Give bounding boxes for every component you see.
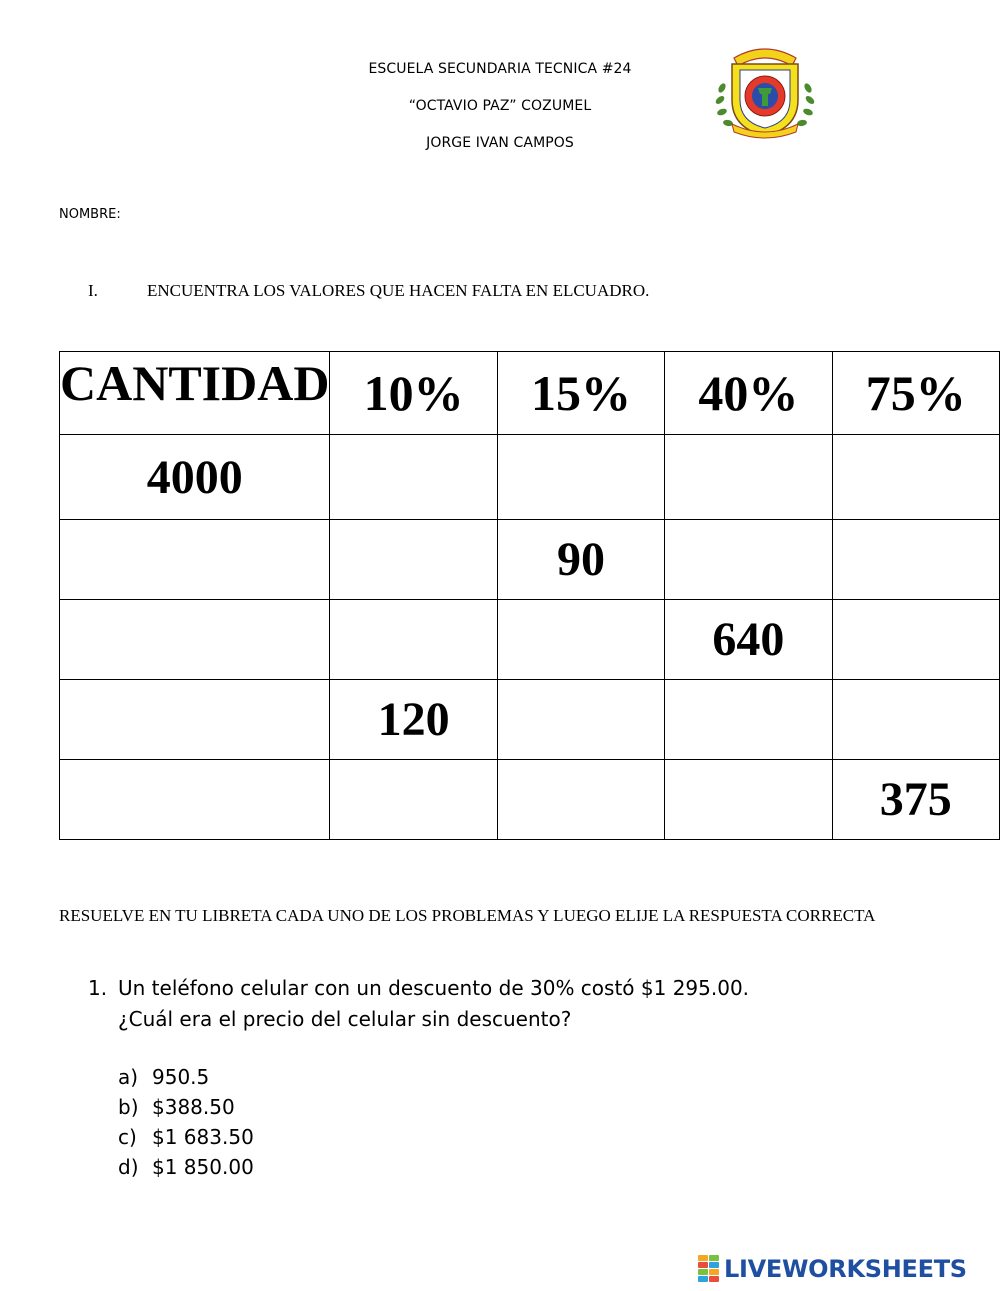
option-text: $1 683.50 — [152, 1125, 254, 1149]
answer-cell[interactable] — [497, 760, 664, 840]
answer-cell[interactable] — [832, 680, 999, 760]
option-c[interactable] — [118, 1125, 254, 1149]
header-15-percent: 15% — [497, 352, 664, 435]
option-text: $388.50 — [152, 1095, 235, 1119]
answer-cell[interactable] — [60, 680, 330, 760]
table-row — [60, 760, 1000, 840]
table-cell: 90 — [497, 520, 664, 600]
option-d[interactable] — [118, 1155, 254, 1179]
option-letter: a) — [118, 1065, 139, 1089]
answer-cell[interactable] — [665, 680, 832, 760]
answer-cell[interactable] — [60, 600, 330, 680]
option-letter: b) — [118, 1095, 139, 1119]
header-75-percent: 75% — [832, 352, 999, 435]
table-row — [60, 520, 1000, 600]
header-cantidad: CANTIDAD — [60, 352, 330, 435]
option-text: 950.5 — [152, 1065, 210, 1089]
answer-cell[interactable] — [330, 760, 497, 840]
percentage-table — [59, 351, 1000, 840]
liveworksheets-logo-text: LIVEWORKSHEETS — [724, 1255, 967, 1283]
table-header-row — [60, 352, 1000, 435]
answer-cell[interactable] — [665, 520, 832, 600]
header-40-percent: 40% — [665, 352, 832, 435]
header-10-percent: 10% — [330, 352, 497, 435]
option-b[interactable] — [118, 1095, 235, 1119]
answer-cell[interactable] — [832, 520, 999, 600]
option-a[interactable] — [118, 1065, 209, 1089]
answer-cell[interactable] — [497, 435, 664, 520]
liveworksheets-mark-icon — [698, 1255, 720, 1283]
instruction-number: I. — [88, 281, 98, 300]
answer-cell[interactable] — [665, 760, 832, 840]
answer-cell[interactable] — [665, 435, 832, 520]
table-cell: 375 — [832, 760, 999, 840]
question-line-2: ¿Cuál era el precio del celular sin descuento? — [118, 1007, 572, 1031]
table-row — [60, 600, 1000, 680]
option-text: $1 850.00 — [152, 1155, 254, 1179]
answer-cell[interactable] — [330, 520, 497, 600]
answer-cell[interactable] — [497, 680, 664, 760]
answer-cell[interactable] — [330, 600, 497, 680]
option-letter: c) — [118, 1125, 137, 1149]
school-name: ESCUELA SECUNDARIA TECNICA #24 — [368, 61, 632, 77]
resuelve-instruction: RESUELVE EN TU LIBRETA CADA UNO DE LOS PROBLEMAS Y LUEGO ELIJE LA RESPUESTA CORRECTA — [59, 906, 876, 925]
table-cell: 4000 — [60, 435, 330, 520]
answer-cell[interactable] — [832, 435, 999, 520]
instruction-text: ENCUENTRA LOS VALORES QUE HACEN FALTA EN ELCUADRO. — [147, 281, 650, 300]
table-cell: 120 — [330, 680, 497, 760]
school-crest-icon — [712, 40, 818, 140]
table-cell: 640 — [665, 600, 832, 680]
answer-cell[interactable] — [60, 760, 330, 840]
answer-cell[interactable] — [832, 600, 999, 680]
table-row — [60, 435, 1000, 520]
option-letter: d) — [118, 1155, 139, 1179]
liveworksheets-logo — [698, 1252, 967, 1286]
answer-cell[interactable] — [60, 520, 330, 600]
table-row — [60, 680, 1000, 760]
question-number: 1. — [88, 976, 108, 1000]
answer-cell[interactable] — [497, 600, 664, 680]
answer-cell[interactable] — [330, 435, 497, 520]
teacher-name: JORGE IVAN CAMPOS — [426, 135, 574, 151]
question-line-1: Un teléfono celular con un descuento de 30% costó $1 295.00. — [118, 976, 750, 1000]
school-subtitle: “OCTAVIO PAZ” COZUMEL — [408, 98, 592, 114]
nombre-label: NOMBRE: — [59, 207, 121, 222]
